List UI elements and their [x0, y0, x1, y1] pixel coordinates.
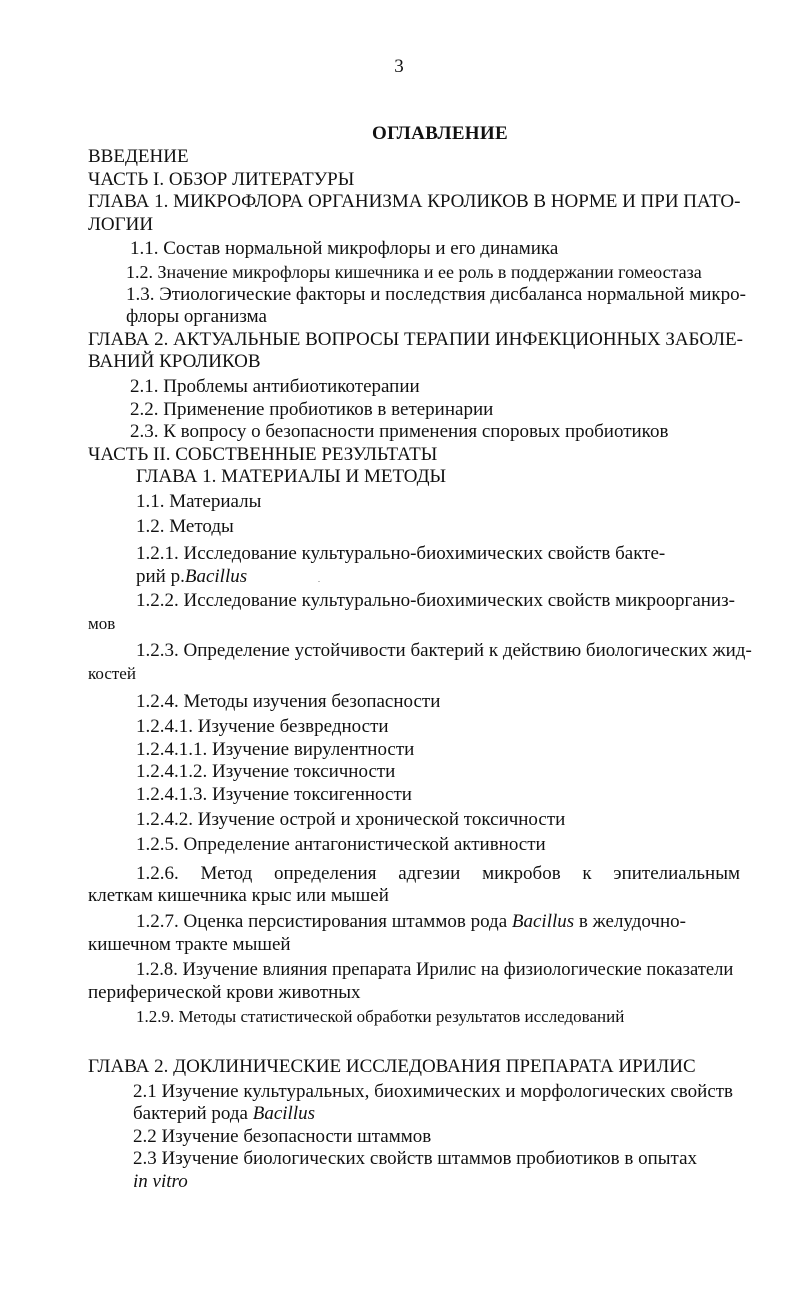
toc-part-2-chapter-2: ГЛАВА 2. ДОКЛИНИЧЕСКИЕ ИССЛЕДОВАНИЯ ПРЕПАРАТА ИРИЛИС: [88, 1055, 696, 1077]
toc-methods-1-2-4-1: 1.2.4.1. Изучение безвредности: [136, 716, 389, 738]
toc-chapter-2-line-1: ГЛАВА 2. АКТУАЛЬНЫЕ ВОПРОСЫ ТЕРАПИИ ИНФЕКЦИОННЫХ ЗАБОЛЕ-: [88, 328, 743, 350]
toc-section-1-3-line-1: 1.3. Этиологические факторы и последствия дисбаланса нормальной микро-: [126, 283, 746, 305]
genus-name: Bacillus: [184, 565, 248, 587]
toc-methods-1-2-6-line-1: 1.2.6. Метод определения адгезии микробов к эпителиальным: [136, 862, 740, 884]
toc-results-2-2: 2.2 Изучение безопасности штаммов: [133, 1125, 432, 1147]
toc-methods-1-2-7-text-b: в желудочно-: [574, 911, 686, 932]
toc-section-2-1: 2.1. Проблемы антибиотикотерапии: [130, 375, 420, 397]
genus-name: Bacillus: [511, 911, 575, 932]
toc-methods-1-2-1-line-1: 1.2.1. Исследование культурально-биохимических свойств бакте-: [136, 543, 666, 565]
toc-intro: ВВЕДЕНИЕ: [88, 146, 189, 167]
toc-methods-1-2: 1.2. Методы: [136, 515, 234, 537]
toc-chapter-1-line-1: ГЛАВА 1. МИКРОФЛОРА ОРГАНИЗМА КРОЛИКОВ В НОРМЕ И ПРИ ПАТО-: [88, 191, 741, 213]
toc-part-2-chapter-1: ГЛАВА 1. МАТЕРИАЛЫ И МЕТОДЫ: [136, 466, 447, 488]
toc-part-1: ЧАСТЬ I. ОБЗОР ЛИТЕРАТУРЫ: [88, 168, 355, 190]
toc-section-2-2: 2.2. Применение пробиотиков в ветеринарии: [130, 398, 494, 420]
toc-part-2: ЧАСТЬ II. СОБСТВЕННЫЕ РЕЗУЛЬТАТЫ: [88, 443, 438, 465]
toc-section-2-3: 2.3. К вопросу о безопасности применения споровых пробиотиков: [130, 421, 669, 443]
toc-methods-1-2-7-line-1: [88, 911, 740, 934]
toc-methods-1-2-8-line-2: периферической крови животных: [88, 981, 361, 1003]
toc-methods-1-2-9: 1.2.9. Методы статистической обработки результатов исследований: [136, 1007, 625, 1027]
toc-methods-1-2-2-line-2: мов: [88, 613, 116, 633]
toc-methods-1-2-2-line-1: 1.2.2. Исследование культурально-биохимических свойств микроорганиз-: [136, 590, 735, 612]
toc-methods-1-2-4-1-1: 1.2.4.1.1. Изучение вирулентности: [136, 738, 415, 760]
table-of-contents: [88, 146, 752, 1194]
toc-results-2-3-line-2: [88, 1171, 740, 1194]
toc-section-1-1: 1.1. Состав нормальной микрофлоры и его динамика: [130, 238, 559, 260]
toc-methods-1-2-7-line-2: кишечном тракте мышей: [88, 933, 291, 955]
toc-methods-1-2-1-line-2: [88, 566, 740, 589]
toc-methods-1-2-1-line-2-text: рий р.: [136, 565, 185, 587]
toc-section-1-2: 1.2. Значение микрофлоры кишечника и ее роль в поддержании гомеостаза: [126, 261, 702, 282]
page-title: ОГЛАВЛЕНИЕ: [372, 123, 508, 144]
toc-results-2-3-line-1: 2.3 Изучение биологических свойств штаммов пробиотиков в опытах: [133, 1148, 698, 1170]
toc-results-2-1-line-2: [88, 1103, 740, 1126]
toc-results-2-1-line-1: 2.1 Изучение культуральных, биохимических и морфологических свойств: [133, 1080, 734, 1102]
toc-chapter-2-line-2: ВАНИЙ КРОЛИКОВ: [88, 351, 261, 373]
toc-methods-1-2-3-line-2: костей: [88, 664, 136, 684]
genus-name: Bacillus: [252, 1103, 315, 1125]
toc-results-2-1-line-2-text: бактерий рода: [133, 1103, 253, 1125]
toc-methods-1-2-5: 1.2.5. Определение антагонистической активности: [136, 834, 546, 856]
toc-methods-1-2-3-line-1: 1.2.3. Определение устойчивости бактерий к действию биологических жид-: [136, 640, 752, 662]
in-vitro-term: in vitro: [133, 1170, 188, 1192]
toc-methods-1-2-8-line-1: 1.2.8. Изучение влияния препарата Ирилис на физиологические показатели: [136, 959, 734, 981]
toc-methods-1-2-4: 1.2.4. Методы изучения безопасности: [136, 690, 441, 712]
toc-methods-1-2-4-1-3: 1.2.4.1.3. Изучение токсигенности: [136, 784, 412, 806]
toc-methods-1-2-4-2: 1.2.4.2. Изучение острой и хронической токсичности: [136, 808, 566, 830]
toc-methods-1-2-4-1-2: 1.2.4.1.2. Изучение токсичности: [136, 761, 396, 783]
page-number: 3: [394, 56, 404, 77]
toc-section-1-3-line-2: флоры организма: [126, 306, 267, 328]
toc-methods-1-2-6-line-2: клеткам кишечника крыс или мышей: [88, 885, 389, 907]
toc-chapter-1-line-2: ЛОГИИ: [88, 213, 154, 235]
toc-methods-1-2-7-text-a: 1.2.7. Оценка персистирования штаммов рода: [136, 911, 512, 932]
toc-methods-1-1: 1.1. Материалы: [136, 490, 262, 512]
